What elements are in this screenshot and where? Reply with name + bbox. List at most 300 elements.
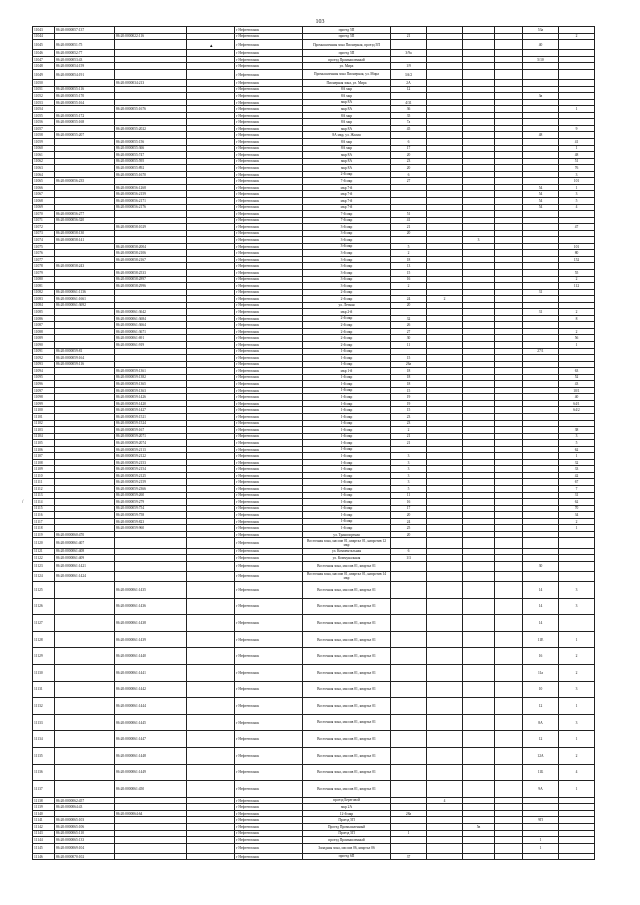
- cadastral-number-building: 86:20:0000055:1670: [115, 171, 187, 178]
- cadastral-number: [55, 598, 115, 615]
- lot-number: 11Е: [523, 631, 559, 648]
- address-cell: 2-й мкр: [303, 322, 391, 329]
- address-cell: 2-й мкр: [303, 296, 391, 303]
- address-cell: 1-й мкр: [303, 492, 391, 499]
- address-cell: 12-й мкр: [303, 810, 391, 817]
- premises-number: 10/1: [559, 387, 595, 394]
- house-number: 36: [391, 106, 427, 113]
- city-cell: г Нефтеюганск: [235, 243, 303, 250]
- house-number: 18: [391, 256, 427, 263]
- row-number: 11066: [33, 184, 55, 191]
- address-cell: 1-й мкр: [303, 505, 391, 512]
- cadastral-number-building: 86:20:0000055:1676: [115, 106, 187, 113]
- house-number: 35: [391, 112, 427, 119]
- city-cell: г Нефтеюганск: [235, 817, 303, 824]
- cadastral-number-building: 86:20:0000059:2159: [115, 479, 187, 486]
- row-number: 11074: [33, 237, 55, 244]
- cadastral-number-building: 86:20:0000059:2154: [115, 466, 187, 473]
- row-number: 11093: [33, 361, 55, 368]
- city-cell: г Нефтеюганск: [235, 348, 303, 355]
- address-cell: 2-й мкр: [303, 289, 391, 296]
- cadastral-number: 86:20:0000069:104: [55, 843, 115, 853]
- house-number: 20: [391, 230, 427, 237]
- row-number: 11135: [33, 747, 55, 764]
- row-number: 11077: [33, 256, 55, 263]
- premises-number: 4: [559, 764, 595, 781]
- row-number: 11081: [33, 283, 55, 290]
- cadastral-number: 86:20:0000065:106: [55, 823, 115, 830]
- address-cell: мкр 7-й: [303, 184, 391, 191]
- row-number: 11146: [33, 853, 55, 860]
- cadastral-number-building: 86:20:0000061:1441: [115, 665, 187, 682]
- row-number: 11068: [33, 197, 55, 204]
- empty-cell: [495, 764, 523, 781]
- row-number: 11142: [33, 823, 55, 830]
- cadastral-number-building: 86:20:0000059:2074: [115, 440, 187, 447]
- table-row: [33, 665, 595, 682]
- house-number: 3А/2: [391, 69, 427, 79]
- structure-number: [463, 747, 495, 764]
- city-cell: г Нефтеюганск: [235, 830, 303, 837]
- cadastral-number: 86:20:0000059:81: [55, 348, 115, 355]
- house-number: 3/9а: [391, 50, 427, 57]
- cadastral-number: 86:20:0000060:470: [55, 531, 115, 538]
- lot-number: 12: [523, 731, 559, 748]
- lot-number: 14: [523, 582, 559, 599]
- address-cell: 1-й мкр: [303, 348, 391, 355]
- cadastral-number: 86:20:0000059:164: [55, 355, 115, 362]
- empty-cell: [495, 747, 523, 764]
- lot-number: 16: [523, 648, 559, 665]
- building-number: [427, 615, 463, 632]
- lot-number: 1: [523, 843, 559, 853]
- city-cell: г Нефтеюганск: [235, 804, 303, 811]
- premises-number: [559, 571, 595, 581]
- cadastral-number: 86:20:0000065:110: [55, 830, 115, 837]
- cadastral-number: [55, 681, 115, 698]
- lot-number: 11а: [523, 665, 559, 682]
- city-cell: г Нефтеюганск: [235, 400, 303, 407]
- premises-number: 101: [559, 243, 595, 250]
- cadastral-number-building: 86:20:0000059:2122: [115, 453, 187, 460]
- city-cell: г Нефтеюганск: [235, 152, 303, 159]
- address-cell: Проезд Промышленный: [303, 823, 391, 830]
- structure-number: [463, 843, 495, 853]
- row-number: 11053: [33, 99, 55, 106]
- empty-cell: [187, 648, 235, 665]
- city-cell: г Нефтеюганск: [235, 381, 303, 388]
- row-number: 11141: [33, 817, 55, 824]
- building-number: [427, 853, 463, 860]
- building-number: [427, 69, 463, 79]
- table-row: [33, 648, 595, 665]
- city-cell: г Нефтеюганск: [235, 837, 303, 844]
- cadastral-number: 86:20:0000061:1136: [55, 289, 115, 296]
- cadastral-number-building: [115, 561, 187, 571]
- premises-number: [559, 69, 595, 79]
- building-number: [427, 698, 463, 715]
- cadastral-number-building: 86:20:0000055:2022: [115, 125, 187, 132]
- cadastral-number: 86:20:0000061:409: [55, 555, 115, 562]
- lot-number: 54: [523, 184, 559, 191]
- address-cell: 1-й мкр: [303, 433, 391, 440]
- premises-number: 3: [559, 433, 595, 440]
- premises-number: 63: [559, 368, 595, 375]
- house-number: 3: [391, 453, 427, 460]
- city-cell: г Нефтеюганск: [235, 197, 303, 204]
- row-number: 11139: [33, 804, 55, 811]
- city-cell: г Нефтеюганск: [235, 139, 303, 146]
- address-cell: 7-й мкр: [303, 178, 391, 185]
- address-cell: Восточная зона, массив 01, квартал 01: [303, 598, 391, 615]
- cadastral-number-building: 86:20:0000059:2153: [115, 459, 187, 466]
- address-cell: мкр 8А: [303, 106, 391, 113]
- house-number: 25: [391, 525, 427, 532]
- city-cell: г Нефтеюганск: [235, 125, 303, 132]
- city-cell: г Нефтеюганск: [235, 86, 303, 93]
- lot-number: 31: [523, 309, 559, 316]
- empty-cell: [187, 747, 235, 764]
- cadastral-number-building: 86:20:0000055:595: [115, 158, 187, 165]
- cadastral-number-building: 86:20:0000055:156: [115, 139, 187, 146]
- house-number: 17: [391, 505, 427, 512]
- premises-number: 34: [559, 512, 595, 519]
- house-number: 3: [391, 466, 427, 473]
- table-row: [33, 781, 595, 798]
- cadastral-number-building: 86:20:0000056:2159: [115, 191, 187, 198]
- structure-number: [463, 764, 495, 781]
- structure-number: [463, 648, 495, 665]
- city-cell: г Нефтеюганск: [235, 525, 303, 532]
- house-number: 15: [391, 355, 427, 362]
- structure-number: 3: [463, 237, 495, 244]
- cadastral-number-building: 86:20:0000058:2996: [115, 283, 187, 290]
- building-number: [427, 582, 463, 599]
- empty-cell: [187, 843, 235, 853]
- address-cell: мкр 8А: [303, 99, 391, 106]
- city-cell: г Нефтеюганск: [235, 178, 303, 185]
- row-number: 11092: [33, 355, 55, 362]
- address-cell: 8А мкр, ул. Жилая: [303, 132, 391, 139]
- cadastral-number-building: 86:20:0000058:2533: [115, 269, 187, 276]
- lot-number: 54: [523, 191, 559, 198]
- city-cell: г Нефтеюганск: [235, 283, 303, 290]
- cadastral-number-building: 86:20:0000059:754: [115, 505, 187, 512]
- row-number: 11128: [33, 631, 55, 648]
- house-number: 1/9: [391, 63, 427, 70]
- address-cell: Восточная зона, массив 01, квартал 01, напротив 12 мкр: [303, 538, 391, 548]
- table-row: [33, 582, 595, 599]
- row-number: 11115: [33, 505, 55, 512]
- building-number: [427, 781, 463, 798]
- row-number: 11104: [33, 433, 55, 440]
- row-number: 11084: [33, 302, 55, 309]
- premises-number: 1: [559, 731, 595, 748]
- row-number: 11050: [33, 80, 55, 87]
- house-number: 21: [391, 33, 427, 40]
- cadastral-number-building: 86:20:0000059:1427: [115, 407, 187, 414]
- row-number: 11064: [33, 171, 55, 178]
- address-cell: Западная зона, массив 06, квартал 06: [303, 843, 391, 853]
- row-number: 11044: [33, 33, 55, 40]
- house-number: [391, 648, 427, 665]
- lot-number: 10: [523, 681, 559, 698]
- address-cell: Проезд 5П: [303, 817, 391, 824]
- house-number: [391, 781, 427, 798]
- cadastral-number-building: 86:20:0000061:919: [115, 341, 187, 348]
- cadastral-number-building: 86:20:0000061:1438: [115, 615, 187, 632]
- empty-cell: [187, 631, 235, 648]
- cadastral-number-building: 86:20:0000059:279: [115, 499, 187, 506]
- address-cell: 8А мкр: [303, 112, 391, 119]
- address-cell: 1-й мкр: [303, 446, 391, 453]
- address-cell: 1-й мкр: [303, 525, 391, 532]
- cadastral-number: 86:20:0000052:77: [55, 50, 115, 57]
- lot-number: 54: [523, 197, 559, 204]
- house-number: 2: [391, 250, 427, 257]
- cadastral-number-building: 86:20:0000061:1436: [115, 598, 187, 615]
- empty-cell: [187, 665, 235, 682]
- row-number: 11080: [33, 276, 55, 283]
- city-cell: г Нефтеюганск: [235, 665, 303, 682]
- lot-number: 12А: [523, 747, 559, 764]
- empty-cell: [495, 40, 523, 50]
- cadastral-number: 86:20:0000055:116: [55, 86, 115, 93]
- cadastral-number: 86:20:0000051:75: [55, 40, 115, 50]
- premises-number: 1: [559, 106, 595, 113]
- address-cell: 1-й мкр: [303, 440, 391, 447]
- cadastral-number-building: [115, 69, 187, 79]
- address-cell: Восточная зона, массив 01, квартал 01: [303, 615, 391, 632]
- city-cell: г Нефтеюганск: [235, 40, 303, 50]
- cadastral-number-building: 86:20:0000061:1444: [115, 698, 187, 715]
- house-number: 15: [391, 269, 427, 276]
- address-cell: 8А мкр: [303, 119, 391, 126]
- row-number: 11117: [33, 518, 55, 525]
- structure-number: 5в: [463, 823, 495, 830]
- address-cell: Восточная зона, массив 01, квартал 01: [303, 648, 391, 665]
- city-cell: г Нефтеюганск: [235, 69, 303, 79]
- cadastral-number-building: 86:20:0000058:1029: [115, 224, 187, 231]
- row-number: 11085: [33, 309, 55, 316]
- premises-number: 9: [559, 125, 595, 132]
- table-row: [33, 843, 595, 853]
- address-cell: мкр 1-й: [303, 368, 391, 375]
- lot-number: 9А: [523, 781, 559, 798]
- premises-number: 1: [559, 781, 595, 798]
- address-cell: мкр 8А: [303, 165, 391, 172]
- empty-cell: [495, 615, 523, 632]
- structure-number: [463, 582, 495, 599]
- empty-cell: [495, 698, 523, 715]
- address-cell: Восточная зона, массив 01, квартал 01: [303, 698, 391, 715]
- empty-cell: [495, 681, 523, 698]
- row-number: 11127: [33, 615, 55, 632]
- row-number: 11140: [33, 810, 55, 817]
- house-number: 3: [391, 479, 427, 486]
- address-cell: 1-й мкр: [303, 355, 391, 362]
- address-cell: мкр 7-й: [303, 204, 391, 211]
- address-cell: мкр 7-й: [303, 197, 391, 204]
- cadastral-number-building: [115, 843, 187, 853]
- row-number: 11056: [33, 119, 55, 126]
- row-number: 11122: [33, 555, 55, 562]
- row-number: 11113: [33, 492, 55, 499]
- cadastral-number: 86:20:0000058:130: [55, 230, 115, 237]
- address-cell: Восточная зона, массив 01, квартал 01: [303, 681, 391, 698]
- house-number: 20: [391, 302, 427, 309]
- premises-number: 3: [559, 171, 595, 178]
- house-number: [391, 764, 427, 781]
- row-number: 11069: [33, 204, 55, 211]
- cadastral-number-building: 86:20:0000056:1268: [115, 184, 187, 191]
- cadastral-number: [55, 747, 115, 764]
- city-cell: г Нефтеюганск: [235, 217, 303, 224]
- premises-number: 62: [559, 499, 595, 506]
- cadastral-number-building: 86:20:0000059:1382: [115, 374, 187, 381]
- city-cell: г Нефтеюганск: [235, 368, 303, 375]
- row-number: 11137: [33, 781, 55, 798]
- city-cell: г Нефтеюганск: [235, 764, 303, 781]
- row-number: 11076: [33, 250, 55, 257]
- lot-number: 31: [523, 289, 559, 296]
- address-cell: 1-й мкр: [303, 407, 391, 414]
- registry-table: [32, 26, 595, 860]
- premises-number: 1: [559, 525, 595, 532]
- row-number: 11055: [33, 112, 55, 119]
- empty-cell: [495, 781, 523, 798]
- lot-number: 48: [523, 132, 559, 139]
- row-number: 11144: [33, 837, 55, 844]
- city-cell: г Нефтеюганск: [235, 512, 303, 519]
- structure-number: [463, 681, 495, 698]
- premises-number: 4: [559, 204, 595, 211]
- empty-cell: [187, 582, 235, 599]
- empty-cell: [187, 853, 235, 860]
- empty-cell: [495, 561, 523, 571]
- house-number: 23: [391, 158, 427, 165]
- cadastral-number-building: 86:20:0000059:758: [115, 512, 187, 519]
- city-cell: г Нефтеюганск: [235, 598, 303, 615]
- address-cell: 3-й мкр: [303, 224, 391, 231]
- structure-number: [463, 698, 495, 715]
- city-cell: г Нефтеюганск: [235, 440, 303, 447]
- row-number: 11088: [33, 328, 55, 335]
- row-number: 11138: [33, 797, 55, 804]
- empty-cell: [187, 561, 235, 571]
- premises-number: 56: [559, 335, 595, 342]
- address-cell: 3-й мкр: [303, 263, 391, 270]
- lot-number: 12: [523, 698, 559, 715]
- premises-number: 47: [559, 224, 595, 231]
- cadastral-number-building: 86:20:0000059:1426: [115, 394, 187, 401]
- table-row: [33, 40, 595, 50]
- premises-number: [559, 561, 595, 571]
- cadastral-number-building: 86:20:0000061:3664: [115, 322, 187, 329]
- row-number: 11057: [33, 125, 55, 132]
- city-cell: г Нефтеюганск: [235, 165, 303, 172]
- city-cell: г Нефтеюганск: [235, 714, 303, 731]
- city-cell: г Нефтеюганск: [235, 224, 303, 231]
- row-number: 11061: [33, 152, 55, 159]
- premises-number: 1: [559, 631, 595, 648]
- address-cell: Промышленная зона Пионерная, проезд 5П: [303, 40, 391, 50]
- row-number: 11087: [33, 322, 55, 329]
- address-cell: 3-й мкр: [303, 243, 391, 250]
- address-cell: Восточная зона, массив 01, квартал 01: [303, 582, 391, 599]
- premises-number: 80: [559, 250, 595, 257]
- city-cell: г Нефтеюганск: [235, 747, 303, 764]
- structure-number: [463, 571, 495, 581]
- city-cell: г Нефтеюганск: [235, 335, 303, 342]
- address-cell: 1-й мкр: [303, 387, 391, 394]
- cadastral-number-building: 86:20:0000022:116: [115, 33, 187, 40]
- address-cell: 1-й мкр: [303, 486, 391, 493]
- address-cell: Восточная зона, массив 01, квартал 01: [303, 714, 391, 731]
- address-cell: 1-й мкр: [303, 499, 391, 506]
- address-cell: 3-й мкр: [303, 283, 391, 290]
- row-number: 11109: [33, 466, 55, 473]
- empty-cell: [187, 571, 235, 581]
- address-cell: мкр 8А: [303, 152, 391, 159]
- cadastral-number-building: 86:20:0000055:366: [115, 145, 187, 152]
- building-number: [427, 598, 463, 615]
- cadastral-number-building: [115, 538, 187, 548]
- cadastral-number-building: 86:20:0000058:2106: [115, 250, 187, 257]
- cadastral-number: 86:20:0000058:243: [55, 263, 115, 270]
- cadastral-number-building: 86:20:0000061:1445: [115, 714, 187, 731]
- premises-number: 31: [559, 492, 595, 499]
- cadastral-number-building: 86:20:0000061:1447: [115, 731, 187, 748]
- premises-number: 1: [559, 184, 595, 191]
- cadastral-number-building: 86:20:0000064:64: [115, 810, 187, 817]
- premises-number: 62: [559, 446, 595, 453]
- row-number: 11082: [33, 289, 55, 296]
- table-row: [33, 698, 595, 715]
- house-number: 19: [391, 400, 427, 407]
- empty-cell: [495, 665, 523, 682]
- address-cell: проезд 6П: [303, 853, 391, 860]
- row-number: 11045: [33, 40, 55, 50]
- city-cell: г Нефтеюганск: [235, 33, 303, 40]
- row-number: 11052: [33, 93, 55, 100]
- building-number: [427, 538, 463, 548]
- house-number: 24: [391, 296, 427, 303]
- cadastral-number-building: 86:20:0000058:2004: [115, 243, 187, 250]
- house-number: 13: [391, 263, 427, 270]
- house-number: 4/31: [391, 99, 427, 106]
- row-number: 11063: [33, 165, 55, 172]
- cadastral-number: [55, 665, 115, 682]
- address-cell: Восточная зона, массив 01, квартал 01: [303, 781, 391, 798]
- address-cell: ул. Комментальная: [303, 548, 391, 555]
- address-cell: 3-й мкр: [303, 276, 391, 283]
- table-row: [33, 631, 595, 648]
- premises-number: 48: [559, 152, 595, 159]
- address-cell: 1-й мкр: [303, 361, 391, 368]
- cadastral-number-building: 86:20:0000061:1448: [115, 747, 187, 764]
- premises-number: 2: [559, 33, 595, 40]
- empty-cell: [187, 714, 235, 731]
- city-cell: г Нефтеюганск: [235, 341, 303, 348]
- cadastral-number: 86:20:0000053:43: [55, 56, 115, 63]
- lot-number: 3в: [523, 93, 559, 100]
- address-cell: 1-й мкр: [303, 512, 391, 519]
- city-cell: г Нефтеюганск: [235, 387, 303, 394]
- cadastral-number-building: [115, 853, 187, 860]
- row-number: 11090: [33, 341, 55, 348]
- row-number: 11075: [33, 243, 55, 250]
